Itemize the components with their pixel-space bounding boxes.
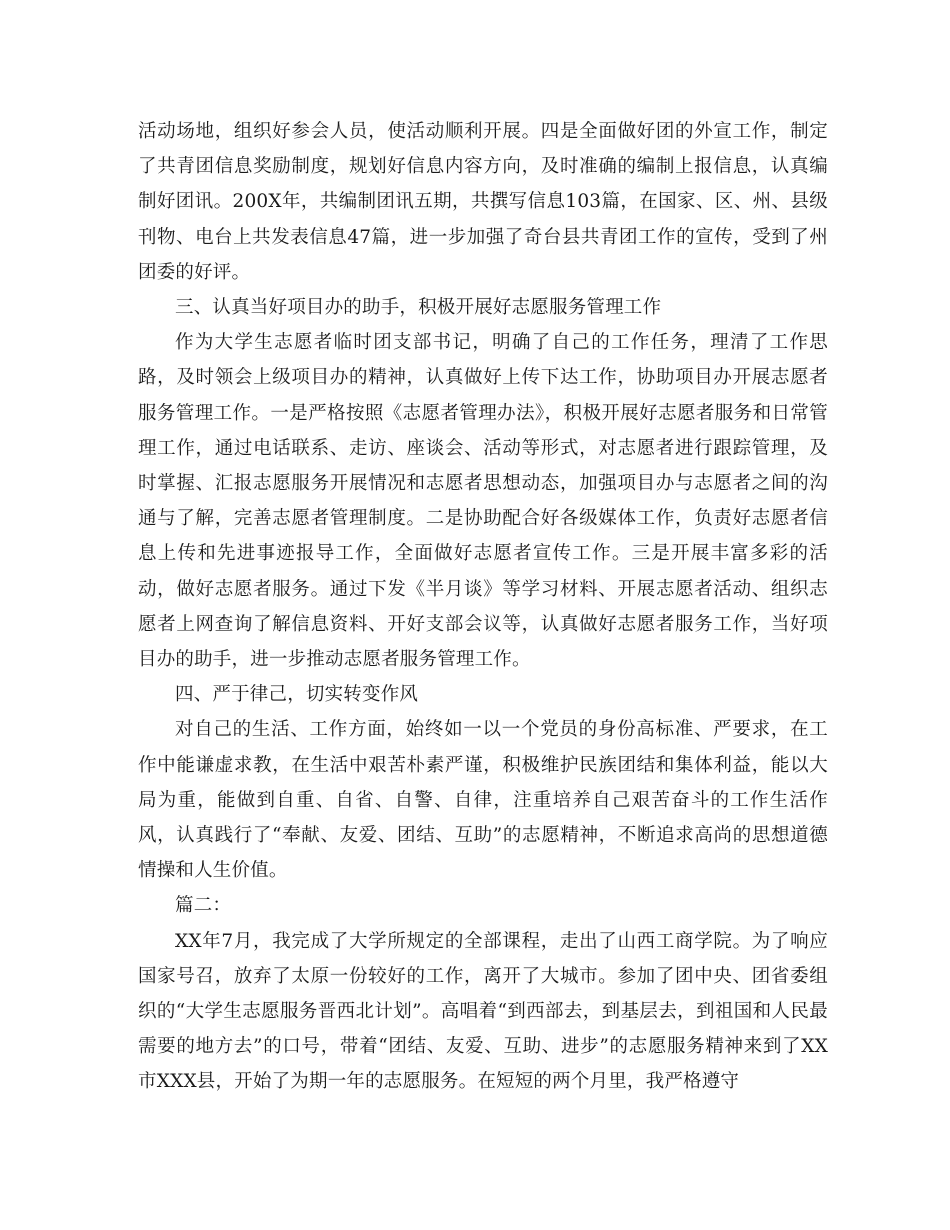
- paragraph-part-2-intro: XX年7月，我完成了大学所规定的全部课程，走出了山西工商学院。为了响应国家号召，放弃了太原一份较好的工作，离开了大城市。参加了团中央、团省委组织的“大学生志愿服务晋西北计划”。高唱着“到西部去，到基层去，到祖国和人民最需要的地方去”的口号，带着“团结、友爱、互助、进步”的志愿服务精神来到了XX市XXX县，开始了为期一年的志愿服务。在短短的两个月里，我严格遵守: [138, 930, 828, 1093]
- paragraph-continuation: 活动场地，组织好参会人员，使活动顺利开展。四是全面做好团的外宣工作，制定了共青团信息奖励制度，规划好信息内容方向，及时准确的编制上报信息，认真编制好团讯。200X年，共编制团讯五期，共撰写信息103篇，在国家、区、州、县级刊物、电台上共发表信息47篇，进一步加强了奇台县共青团工作的宣传，受到了州团委的好评。: [138, 121, 828, 283]
- section-heading-3: 三、认真当好项目办的助手，积极开展好志愿服务管理工作: [175, 297, 662, 319]
- document-body: [138, 114, 828, 1100]
- paragraph-self-discipline: 对自己的生活、工作方面，始终如一以一个党员的身份高标准、严要求，在工作中能谦虚求教，在生活中艰苦朴素严谨，积极维护民族团结和集体利益，能以大局为重，能做到自重、自省、自警、自律，注重培养自己艰苦奋斗的工作生活作风，认真践行了“奉献、友爱、团结、互助”的志愿精神，不断追求高尚的思想道德情操和人生价值。: [138, 719, 828, 882]
- part-heading-2: 篇二：: [175, 895, 232, 917]
- section-heading-4: 四、严于律己，切实转变作风: [175, 684, 419, 706]
- paragraph-volunteer-management: 作为大学生志愿者临时团支部书记，明确了自己的工作任务，理清了工作思路，及时领会上级项目办的精神，认真做好上传下达工作，协助项目办开展志愿者服务管理工作。一是严格按照《志愿者管理办法》，积极开展好志愿者服务和日常管理工作，通过电话联系、走访、座谈会、活动等形式，对志愿者进行跟踪管理，及时掌握、汇报志愿服务开展情况和志愿者思想动态，加强项目办与志愿者之间的沟通与了解，完善志愿者管理制度。二是协助配合好各级媒体工作，负责好志愿者信息上传和先进事迹报导工作，全面做好志愿者宣传工作。三是开展丰富多彩的活动，做好志愿者服务。通过下发《半月谈》等学习材料、开展志愿者活动、组织志愿者上网查询了解信息资料、开好支部会议等，认真做好志愿者服务工作，当好项目办的助手，进一步推动志愿者服务管理工作。: [138, 332, 828, 671]
